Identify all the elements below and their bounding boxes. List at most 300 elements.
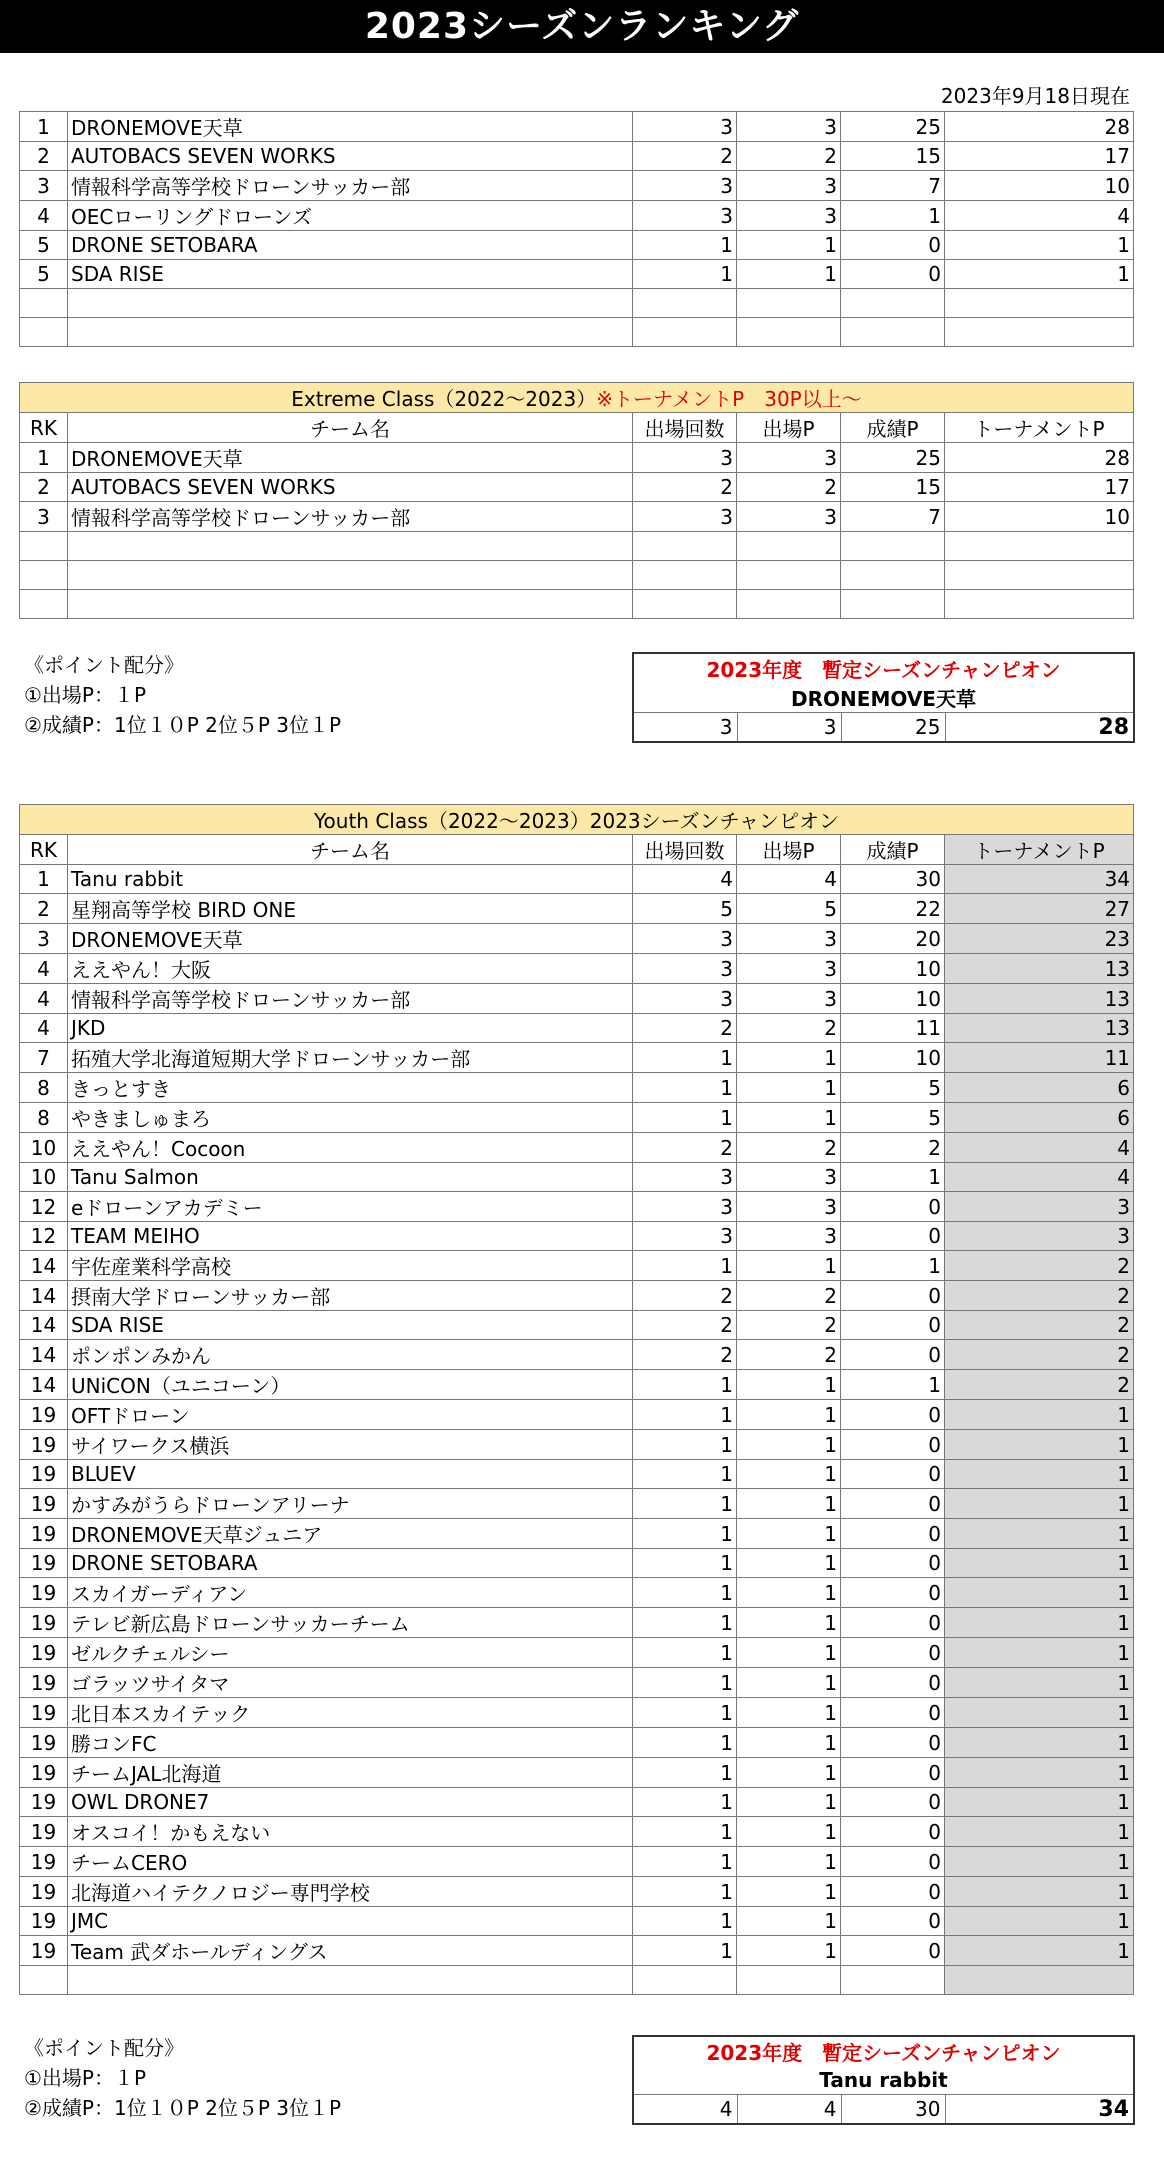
appearances-cell: 1 bbox=[633, 1251, 737, 1281]
team-name-cell: スカイガーディアン bbox=[68, 1578, 633, 1608]
team-name-cell: DRONEMOVE天草ジュニア bbox=[68, 1519, 633, 1549]
legend-line-1: ①出場P：１P bbox=[24, 683, 147, 707]
champion-team: Tanu rabbit bbox=[819, 2068, 948, 2092]
legend-line-2: ②成績P：1位１０P 2位５P 3位１P bbox=[24, 713, 342, 737]
result-points-cell: 0 bbox=[841, 1847, 945, 1877]
start-points-cell: 1 bbox=[737, 260, 841, 289]
appearances-cell: 3 bbox=[633, 201, 737, 231]
table-row bbox=[20, 954, 1134, 984]
table-row bbox=[20, 984, 1134, 1014]
as-of-date: 2023年9月18日現在 bbox=[940, 84, 1130, 108]
rank-cell: 19 bbox=[20, 1430, 68, 1460]
start-points-cell: 1 bbox=[737, 1817, 841, 1847]
start-points-cell: 2 bbox=[737, 1311, 841, 1340]
result-points-cell: 7 bbox=[841, 502, 945, 532]
header-start-points: 出場P bbox=[737, 413, 841, 443]
extreme-champion-box bbox=[632, 652, 1135, 743]
rank-cell: 4 bbox=[20, 954, 68, 984]
tournament-points-cell: 27 bbox=[945, 894, 1134, 924]
rank-cell: 3 bbox=[20, 924, 68, 954]
table-row bbox=[20, 1133, 1134, 1163]
team-name-cell: チームJAL北海道 bbox=[68, 1758, 633, 1788]
team-name-cell: オスコイ！かもえない bbox=[68, 1817, 633, 1847]
appearances-cell: 3 bbox=[633, 171, 737, 201]
appearances-cell: 1 bbox=[633, 1788, 737, 1817]
table-row bbox=[20, 1549, 1134, 1578]
champion-caption: 2023年度 暫定シーズンチャンピオン bbox=[706, 658, 1061, 682]
table-row bbox=[20, 1370, 1134, 1400]
appearances-cell: 1 bbox=[633, 260, 737, 289]
tournament-points-cell: 2 bbox=[945, 1311, 1134, 1340]
result-points-cell: 0 bbox=[841, 1728, 945, 1758]
team-name-cell: 宇佐産業科学高校 bbox=[68, 1251, 633, 1281]
start-points-cell: 3 bbox=[737, 1163, 841, 1192]
table-row bbox=[20, 1907, 1134, 1936]
table-row bbox=[20, 1519, 1134, 1549]
header-rk: RK bbox=[20, 835, 68, 865]
tournament-points-cell: 1 bbox=[945, 1788, 1134, 1817]
table-row bbox=[20, 473, 1134, 502]
start-points-cell: 3 bbox=[737, 502, 841, 532]
start-points-cell: 5 bbox=[737, 894, 841, 924]
start-points-cell: 1 bbox=[737, 1698, 841, 1728]
table-row bbox=[20, 1638, 1134, 1668]
team-name-cell: 摂南大学ドローンサッカー部 bbox=[68, 1281, 633, 1311]
tournament-points-cell: 1 bbox=[945, 1460, 1134, 1489]
appearances-cell: 1 bbox=[633, 1489, 737, 1519]
appearances-cell: 2 bbox=[633, 1281, 737, 1311]
tournament-points-cell: 1 bbox=[945, 1698, 1134, 1728]
rank-cell: 19 bbox=[20, 1400, 68, 1430]
rank-cell: 4 bbox=[20, 201, 68, 231]
result-points-cell: 0 bbox=[841, 1222, 945, 1251]
appearances-cell: 1 bbox=[633, 1430, 737, 1460]
result-points-cell: 10 bbox=[841, 954, 945, 984]
result-points-cell: 30 bbox=[841, 865, 945, 894]
appearances-cell: 1 bbox=[633, 1073, 737, 1103]
tournament-points-cell: 2 bbox=[945, 1281, 1134, 1311]
rank-cell: 19 bbox=[20, 1638, 68, 1668]
team-name-cell: SDA RISE bbox=[68, 1311, 633, 1340]
tournament-points-cell: 13 bbox=[945, 984, 1134, 1014]
start-points-cell: 3 bbox=[737, 171, 841, 201]
start-points-cell: 3 bbox=[737, 201, 841, 231]
empty-row bbox=[20, 532, 1134, 561]
team-name-cell: ゼルクチェルシー bbox=[68, 1638, 633, 1668]
result-points-cell: 7 bbox=[841, 171, 945, 201]
rank-cell: 19 bbox=[20, 1877, 68, 1907]
table-row bbox=[20, 1788, 1134, 1817]
appearances-cell: 4 bbox=[633, 865, 737, 894]
rank-cell: 12 bbox=[20, 1192, 68, 1222]
tournament-points-cell: 1 bbox=[945, 1817, 1134, 1847]
appearances-cell: 1 bbox=[633, 1907, 737, 1936]
appearances-cell: 1 bbox=[633, 1698, 737, 1728]
tournament-points-cell: 3 bbox=[945, 1222, 1134, 1251]
start-points-cell: 1 bbox=[737, 1103, 841, 1133]
start-points-cell: 3 bbox=[737, 443, 841, 473]
team-name-cell: 拓殖大学北海道短期大学ドローンサッカー部 bbox=[68, 1043, 633, 1073]
rank-cell: 1 bbox=[20, 112, 68, 142]
appearances-cell: 3 bbox=[633, 443, 737, 473]
champion-appearances: 3 bbox=[633, 713, 737, 743]
extreme-class-table bbox=[19, 382, 1134, 619]
table-row bbox=[20, 1698, 1134, 1728]
team-name-cell: 情報科学高等学校ドローンサッカー部 bbox=[68, 171, 633, 201]
start-points-cell: 1 bbox=[737, 1489, 841, 1519]
tournament-points-cell: 2 bbox=[945, 1251, 1134, 1281]
rank-cell: 19 bbox=[20, 1907, 68, 1936]
start-points-cell: 1 bbox=[737, 1847, 841, 1877]
start-points-cell: 2 bbox=[737, 473, 841, 502]
extreme-class-title: Extreme Class（2022～2023）※トーナメントP 30P以上～ bbox=[20, 383, 1134, 413]
table-row bbox=[20, 1073, 1134, 1103]
result-points-cell: 0 bbox=[841, 1400, 945, 1430]
appearances-cell: 3 bbox=[633, 1222, 737, 1251]
start-points-cell: 1 bbox=[737, 1043, 841, 1073]
tournament-points-cell: 1 bbox=[945, 260, 1134, 289]
rank-cell: 1 bbox=[20, 865, 68, 894]
team-name-cell: eドローンアカデミー bbox=[68, 1192, 633, 1222]
table-row bbox=[20, 1608, 1134, 1638]
start-points-cell: 1 bbox=[737, 1936, 841, 1966]
start-points-cell: 1 bbox=[737, 1578, 841, 1608]
youth-class-table bbox=[19, 804, 1134, 1995]
team-name-cell: AUTOBACS SEVEN WORKS bbox=[68, 142, 633, 171]
header-start-points: 出場P bbox=[737, 835, 841, 865]
appearances-cell: 1 bbox=[633, 1519, 737, 1549]
champion-appearances: 4 bbox=[633, 2095, 737, 2125]
team-name-cell: Team 武ダホールディングス bbox=[68, 1936, 633, 1966]
team-name-cell: かすみがうらドローンアリーナ bbox=[68, 1489, 633, 1519]
rank-cell: 14 bbox=[20, 1370, 68, 1400]
tournament-points-cell: 1 bbox=[945, 231, 1134, 260]
rank-cell: 5 bbox=[20, 260, 68, 289]
start-points-cell: 1 bbox=[737, 1370, 841, 1400]
rank-cell: 19 bbox=[20, 1519, 68, 1549]
champion-tournament-points: 34 bbox=[945, 2095, 1134, 2125]
appearances-cell: 1 bbox=[633, 1638, 737, 1668]
result-points-cell: 11 bbox=[841, 1014, 945, 1043]
appearances-cell: 1 bbox=[633, 1549, 737, 1578]
rank-cell: 1 bbox=[20, 443, 68, 473]
result-points-cell: 5 bbox=[841, 1103, 945, 1133]
start-points-cell: 1 bbox=[737, 1251, 841, 1281]
start-points-cell: 1 bbox=[737, 1073, 841, 1103]
table-row bbox=[20, 142, 1134, 171]
result-points-cell: 0 bbox=[841, 1638, 945, 1668]
tournament-points-cell: 1 bbox=[945, 1549, 1134, 1578]
result-points-cell: 0 bbox=[841, 1578, 945, 1608]
tournament-points-cell: 4 bbox=[945, 1163, 1134, 1192]
tournament-points-cell: 13 bbox=[945, 954, 1134, 984]
start-points-cell: 1 bbox=[737, 1460, 841, 1489]
result-points-cell: 0 bbox=[841, 1668, 945, 1698]
tournament-points-cell: 2 bbox=[945, 1370, 1134, 1400]
team-name-cell: DRONE SETOBARA bbox=[68, 231, 633, 260]
rank-cell: 4 bbox=[20, 984, 68, 1014]
team-name-cell: Tanu rabbit bbox=[68, 865, 633, 894]
table-row bbox=[20, 231, 1134, 260]
start-points-cell: 1 bbox=[737, 1728, 841, 1758]
start-points-cell: 1 bbox=[737, 1788, 841, 1817]
start-points-cell: 2 bbox=[737, 1133, 841, 1163]
start-points-cell: 3 bbox=[737, 984, 841, 1014]
team-name-cell: SDA RISE bbox=[68, 260, 633, 289]
start-points-cell: 3 bbox=[737, 924, 841, 954]
tournament-points-cell: 6 bbox=[945, 1073, 1134, 1103]
table-row bbox=[20, 1430, 1134, 1460]
appearances-cell: 1 bbox=[633, 1608, 737, 1638]
header-tournament-points: トーナメントP bbox=[945, 413, 1134, 443]
table-row bbox=[20, 1340, 1134, 1370]
result-points-cell: 10 bbox=[841, 1043, 945, 1073]
team-name-cell: JKD bbox=[68, 1014, 633, 1043]
header-team: チーム名 bbox=[68, 413, 633, 443]
tournament-points-cell: 13 bbox=[945, 1014, 1134, 1043]
rank-cell: 14 bbox=[20, 1281, 68, 1311]
result-points-cell: 0 bbox=[841, 1608, 945, 1638]
table-row bbox=[20, 502, 1134, 532]
tournament-points-cell: 17 bbox=[945, 142, 1134, 171]
team-name-cell: JMC bbox=[68, 1907, 633, 1936]
tournament-points-cell: 1 bbox=[945, 1638, 1134, 1668]
table-row bbox=[20, 1936, 1134, 1966]
tournament-points-cell: 10 bbox=[945, 171, 1134, 201]
result-points-cell: 0 bbox=[841, 1788, 945, 1817]
start-points-cell: 1 bbox=[737, 231, 841, 260]
tournament-points-cell: 1 bbox=[945, 1728, 1134, 1758]
tournament-points-cell: 1 bbox=[945, 1400, 1134, 1430]
result-points-cell: 25 bbox=[841, 443, 945, 473]
rank-cell: 19 bbox=[20, 1788, 68, 1817]
team-name-cell: 情報科学高等学校ドローンサッカー部 bbox=[68, 984, 633, 1014]
table-row bbox=[20, 894, 1134, 924]
result-points-cell: 20 bbox=[841, 924, 945, 954]
appearances-cell: 1 bbox=[633, 1370, 737, 1400]
appearances-cell: 1 bbox=[633, 1400, 737, 1430]
team-name-cell: DRONEMOVE天草 bbox=[68, 924, 633, 954]
table-row bbox=[20, 1222, 1134, 1251]
team-name-cell: 情報科学高等学校ドローンサッカー部 bbox=[68, 502, 633, 532]
tournament-points-cell: 1 bbox=[945, 1608, 1134, 1638]
champion-tournament-points: 28 bbox=[945, 713, 1134, 743]
appearances-cell: 3 bbox=[633, 1163, 737, 1192]
result-points-cell: 0 bbox=[841, 1311, 945, 1340]
team-name-cell: DRONE SETOBARA bbox=[68, 1549, 633, 1578]
result-points-cell: 0 bbox=[841, 1877, 945, 1907]
tournament-points-cell: 28 bbox=[945, 112, 1134, 142]
table-row bbox=[20, 1014, 1134, 1043]
appearances-cell: 1 bbox=[633, 1728, 737, 1758]
appearances-cell: 5 bbox=[633, 894, 737, 924]
result-points-cell: 15 bbox=[841, 142, 945, 171]
result-points-cell: 0 bbox=[841, 260, 945, 289]
result-points-cell: 2 bbox=[841, 1133, 945, 1163]
start-points-cell: 4 bbox=[737, 865, 841, 894]
appearances-cell: 2 bbox=[633, 473, 737, 502]
legend-line-1: ①出場P：１P bbox=[24, 2066, 147, 2090]
tournament-points-cell: 1 bbox=[945, 1668, 1134, 1698]
header-team: チーム名 bbox=[68, 835, 633, 865]
appearances-cell: 3 bbox=[633, 502, 737, 532]
start-points-cell: 2 bbox=[737, 142, 841, 171]
rank-cell: 14 bbox=[20, 1251, 68, 1281]
appearances-cell: 1 bbox=[633, 1847, 737, 1877]
header-result-points: 成績P bbox=[841, 413, 945, 443]
header-appearances: 出場回数 bbox=[633, 835, 737, 865]
empty-row bbox=[20, 561, 1134, 590]
team-name-cell: 星翔高等学校 BIRD ONE bbox=[68, 894, 633, 924]
empty-row bbox=[20, 590, 1134, 619]
rank-cell: 19 bbox=[20, 1758, 68, 1788]
header-tournament-points: トーナメントP bbox=[945, 835, 1134, 865]
champion-start-points: 3 bbox=[737, 713, 841, 743]
champion-result-points: 30 bbox=[841, 2095, 945, 2125]
table-row bbox=[20, 1728, 1134, 1758]
appearances-cell: 3 bbox=[633, 984, 737, 1014]
team-name-cell: ええやん！大阪 bbox=[68, 954, 633, 984]
table-row bbox=[20, 1311, 1134, 1340]
start-points-cell: 1 bbox=[737, 1638, 841, 1668]
tournament-points-cell: 4 bbox=[945, 1133, 1134, 1163]
rank-cell: 4 bbox=[20, 1014, 68, 1043]
result-points-cell: 0 bbox=[841, 1340, 945, 1370]
tournament-points-cell: 1 bbox=[945, 1578, 1134, 1608]
result-points-cell: 15 bbox=[841, 473, 945, 502]
result-points-cell: 0 bbox=[841, 1489, 945, 1519]
table-row bbox=[20, 1668, 1134, 1698]
team-name-cell: TEAM MEIHO bbox=[68, 1222, 633, 1251]
overall-ranking-table bbox=[19, 111, 1134, 347]
rank-cell: 2 bbox=[20, 894, 68, 924]
team-name-cell: ゴラッツサイタマ bbox=[68, 1668, 633, 1698]
legend-heading: 《ポイント配分》 bbox=[24, 653, 184, 677]
table-row bbox=[20, 1489, 1134, 1519]
rank-cell: 19 bbox=[20, 1698, 68, 1728]
appearances-cell: 1 bbox=[633, 1103, 737, 1133]
tournament-points-cell: 1 bbox=[945, 1519, 1134, 1549]
team-name-cell: ポンポンみかん bbox=[68, 1340, 633, 1370]
team-name-cell: Tanu Salmon bbox=[68, 1163, 633, 1192]
start-points-cell: 1 bbox=[737, 1430, 841, 1460]
youth-champion-box bbox=[632, 2035, 1135, 2125]
rank-cell: 19 bbox=[20, 1549, 68, 1578]
team-name-cell: やきましゅまろ bbox=[68, 1103, 633, 1133]
tournament-points-cell: 2 bbox=[945, 1340, 1134, 1370]
header-rk: RK bbox=[20, 413, 68, 443]
champion-caption: 2023年度 暫定シーズンチャンピオン bbox=[706, 2041, 1061, 2065]
tournament-points-cell: 1 bbox=[945, 1936, 1134, 1966]
team-name-cell: 北日本スカイテック bbox=[68, 1698, 633, 1728]
rank-cell: 8 bbox=[20, 1103, 68, 1133]
team-name-cell: OFTドローン bbox=[68, 1400, 633, 1430]
start-points-cell: 1 bbox=[737, 1668, 841, 1698]
tournament-points-cell: 1 bbox=[945, 1489, 1134, 1519]
rank-cell: 19 bbox=[20, 1668, 68, 1698]
team-name-cell: AUTOBACS SEVEN WORKS bbox=[68, 473, 633, 502]
result-points-cell: 0 bbox=[841, 1549, 945, 1578]
appearances-cell: 1 bbox=[633, 1936, 737, 1966]
result-points-cell: 0 bbox=[841, 231, 945, 260]
start-points-cell: 1 bbox=[737, 1877, 841, 1907]
table-row bbox=[20, 1251, 1134, 1281]
empty-row bbox=[20, 318, 1134, 347]
rank-cell: 19 bbox=[20, 1817, 68, 1847]
appearances-cell: 2 bbox=[633, 1014, 737, 1043]
result-points-cell: 1 bbox=[841, 1163, 945, 1192]
team-name-cell: OECローリングドローンズ bbox=[68, 201, 633, 231]
result-points-cell: 0 bbox=[841, 1430, 945, 1460]
table-row bbox=[20, 1281, 1134, 1311]
rank-cell: 2 bbox=[20, 142, 68, 171]
champion-result-points: 25 bbox=[841, 713, 945, 743]
start-points-cell: 2 bbox=[737, 1281, 841, 1311]
tournament-points-cell: 1 bbox=[945, 1877, 1134, 1907]
youth-points-legend bbox=[24, 2033, 341, 2123]
start-points-cell: 1 bbox=[737, 1519, 841, 1549]
tournament-points-cell: 3 bbox=[945, 1192, 1134, 1222]
table-row bbox=[20, 260, 1134, 289]
tournament-points-cell: 6 bbox=[945, 1103, 1134, 1133]
appearances-cell: 1 bbox=[633, 231, 737, 260]
rank-cell: 3 bbox=[20, 502, 68, 532]
table-row bbox=[20, 1460, 1134, 1489]
tournament-points-cell: 10 bbox=[945, 502, 1134, 532]
legend-line-2: ②成績P：1位１０P 2位５P 3位１P bbox=[24, 2096, 342, 2120]
rank-cell: 19 bbox=[20, 1728, 68, 1758]
page-title: 2023シーズンランキング bbox=[0, 0, 1164, 53]
table-row bbox=[20, 112, 1134, 142]
start-points-cell: 1 bbox=[737, 1758, 841, 1788]
team-name-cell: 北海道ハイテクノロジー専門学校 bbox=[68, 1877, 633, 1907]
appearances-cell: 3 bbox=[633, 112, 737, 142]
champion-team: DRONEMOVE天草 bbox=[791, 687, 976, 711]
rank-cell: 19 bbox=[20, 1489, 68, 1519]
rank-cell: 3 bbox=[20, 171, 68, 201]
appearances-cell: 2 bbox=[633, 142, 737, 171]
table-row bbox=[20, 865, 1134, 894]
start-points-cell: 3 bbox=[737, 1192, 841, 1222]
tournament-points-cell: 11 bbox=[945, 1043, 1134, 1073]
rank-cell: 8 bbox=[20, 1073, 68, 1103]
table-row bbox=[20, 1400, 1134, 1430]
rank-cell: 7 bbox=[20, 1043, 68, 1073]
appearances-cell: 3 bbox=[633, 1192, 737, 1222]
start-points-cell: 2 bbox=[737, 1340, 841, 1370]
table-row bbox=[20, 1192, 1134, 1222]
result-points-cell: 0 bbox=[841, 1817, 945, 1847]
team-name-cell: BLUEV bbox=[68, 1460, 633, 1489]
result-points-cell: 0 bbox=[841, 1192, 945, 1222]
result-points-cell: 1 bbox=[841, 1251, 945, 1281]
appearances-cell: 2 bbox=[633, 1133, 737, 1163]
result-points-cell: 0 bbox=[841, 1936, 945, 1966]
champion-start-points: 4 bbox=[737, 2095, 841, 2125]
appearances-cell: 3 bbox=[633, 954, 737, 984]
start-points-cell: 1 bbox=[737, 1907, 841, 1936]
header-appearances: 出場回数 bbox=[633, 413, 737, 443]
result-points-cell: 0 bbox=[841, 1281, 945, 1311]
result-points-cell: 0 bbox=[841, 1519, 945, 1549]
result-points-cell: 1 bbox=[841, 201, 945, 231]
appearances-cell: 1 bbox=[633, 1817, 737, 1847]
empty-row bbox=[20, 289, 1134, 318]
rank-cell: 10 bbox=[20, 1163, 68, 1192]
tournament-points-cell: 1 bbox=[945, 1847, 1134, 1877]
rank-cell: 14 bbox=[20, 1340, 68, 1370]
result-points-cell: 0 bbox=[841, 1758, 945, 1788]
